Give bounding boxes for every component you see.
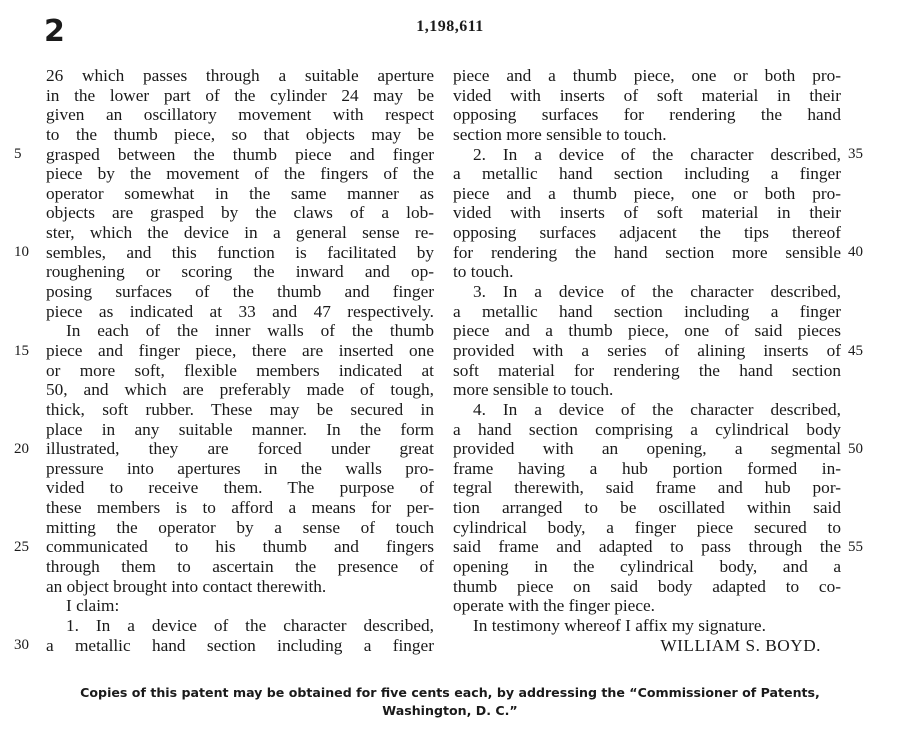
text-line: place in any suitable manner. In the form [46,419,434,439]
line-number: 25 [14,539,29,555]
text-line: In each of the inner walls of the thumb [66,321,434,341]
text-line: given an oscillatory movement with respect [46,105,434,125]
text-line: said frame and adapted to pass through the [453,537,841,557]
text-line: piece and a thumb piece, one or both pro- [453,183,841,203]
text-line: roughening or scoring the inward and op- [46,262,434,282]
text-line: piece by the movement of the fingers of the [46,164,434,184]
text-line: sembles, and this function is facilitated by [46,242,434,262]
text-line: operator somewhat in the same manner as [46,183,434,203]
line-number: 5 [14,146,22,162]
text-line: 4. In a device of the character described, [473,399,841,419]
footer-notice [0,684,900,720]
text-line: piece and a thumb piece, one of said pieces [453,321,841,341]
text-line: vided with inserts of soft material in their [453,203,841,223]
line-number: 20 [14,441,29,457]
line-number: 30 [14,637,29,653]
text-line: in the lower part of the cylinder 24 may be [46,85,434,105]
line-number: 55 [848,539,863,555]
text-line: provided with an opening, a segmental [453,439,841,459]
text-line: a metallic hand section including a finger [46,635,434,655]
text-line: ster, which the device in a general sense re- [46,223,434,243]
text-line: posing surfaces of the thumb and finger [46,282,434,302]
text-line: soft material for rendering the hand section [453,360,841,380]
text-line: an object brought into contact therewith. [46,576,327,596]
signature: WILLIAM S. BOYD. [660,635,821,655]
text-line: 26 which passes through a suitable aperture [46,66,434,85]
line-number: 50 [848,441,863,457]
text-line: thumb piece on said body adapted to co- [453,576,841,596]
line-number: 15 [14,343,29,359]
text-line: communicated to his thumb and fingers [46,537,434,557]
text-line: 3. In a device of the character described, [473,282,841,302]
text-line: tegral therewith, said frame and hub por- [453,478,841,498]
text-line: section more sensible to touch. [453,124,667,144]
line-number: 40 [848,244,863,260]
text-line: piece as indicated at 33 and 47 respectively. [46,301,434,321]
text-line: opening in the cylindrical body, and a [453,557,841,577]
text-line: piece and finger piece, there are inserted one [46,340,434,360]
text-line: tion arranged to be oscillated within said [453,498,841,518]
text-line: objects are grasped by the claws of a lob- [46,203,434,223]
page-number: 2 [44,14,64,49]
text-line: 2. In a device of the character described, [473,144,841,164]
text-line: a metallic hand section including a finger [453,301,841,321]
text-line: to the thumb piece, so that objects may be [46,124,434,144]
footer-line: Washington, D. C.” [382,703,518,718]
line-number: 45 [848,343,863,359]
text-line: opposing surfaces adjacent the tips thereof [453,223,841,243]
right-column [453,66,841,655]
text-line: cylindrical body, a finger piece secured to [453,517,841,537]
text-line: frame having a hub portion formed in- [453,458,841,478]
text-line: opposing surfaces for rendering the hand [453,105,841,125]
text-line: more sensible to touch. [453,380,614,400]
text-line: or more soft, flexible members indicated at [46,360,434,380]
line-number: 35 [848,146,863,162]
text-line: vided with inserts of soft material in their [453,85,841,105]
text-line: vided to receive them. The purpose of [46,478,434,498]
text-line: thick, soft rubber. These may be secured in [46,399,434,419]
text-line: grasped between the thumb piece and finger [46,144,434,164]
text-line: piece and a thumb piece, one or both pro- [453,66,841,85]
text-line: mitting the operator by a sense of touch [46,517,434,537]
left-column [46,66,434,655]
patent-number: 1,198,611 [416,18,484,35]
text-line: for rendering the hand section more sensible [453,242,841,262]
text-line: illustrated, they are forced under great [46,439,434,459]
text-line: 1. In a device of the character described, [66,615,434,635]
text-line: a metallic hand section including a finger [453,164,841,184]
text-line: these members is to afford a means for per- [46,498,434,518]
text-line: 50, and which are preferably made of tough, [46,380,434,400]
testimony-line: In testimony whereof I affix my signature. [473,615,766,635]
text-line: through them to ascertain the presence of [46,557,434,577]
text-line: a hand section comprising a cylindrical body [453,419,841,439]
line-number: 10 [14,244,29,260]
text-line: operate with the finger piece. [453,596,655,616]
text-line: pressure into apertures in the walls pro- [46,458,434,478]
claim-heading: I claim: [66,596,120,616]
footer-line: Copies of this patent may be obtained for five cents each, by addressing the “Commissioner of Patents, [80,685,820,700]
text-line: to touch. [453,262,514,282]
text-line: provided with a series of alining inserts of [453,340,841,360]
